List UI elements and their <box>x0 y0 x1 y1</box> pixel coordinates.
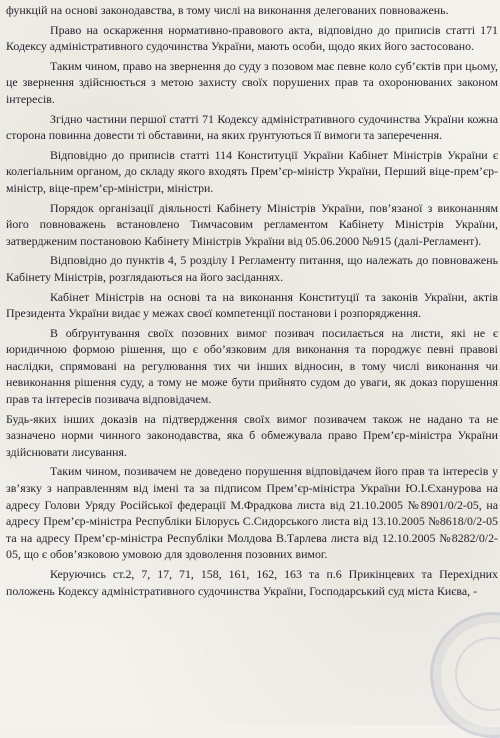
paragraph-3: Таким чином, право на звернення до суду з позовом має певне коло суб’єктів при цьому, це звернення здійснюється з метою захисту своїх порушених прав та охоронюваних законом інтересів. <box>6 58 498 106</box>
paragraph-4: Згідно частини першої статті 71 Кодексу адміністративного судочинства України кожна сторона повинна довести ті обставини, на яких ґрунтуються її вимоги та заперечення. <box>6 111 498 143</box>
paragraph-10: Будь-яких інших доказів на підтвердження своїх вимог позивачем також не надано та не зазначено норми чинного законодавства, яка б обмежувала право Прем’єр-міністра України здійснювати лисування. <box>6 411 498 459</box>
paragraph-2: Право на оскарження нормативно-правового акта, відповідно до приписів статті 171 Кодексу адміністративного судочинства України, мають особи, щодо яких його застосовано. <box>6 22 498 54</box>
paragraph-8: Кабінет Міністрів на основі та на виконання Конституції та законів України, актів Президента України видає у межах своєї компетенції постанови і розпорядження. <box>6 289 498 321</box>
paragraph-7: Відповідно до пунктів 4, 5 розділу І Регламенту питання, що належать до повноважень Кабінету Міністрів, розглядаються на його засіданнях. <box>6 253 498 284</box>
paragraph-12: Керуючись ст.2, 7, 17, 71, 158, 161, 162, 163 та п.6 Прикінцевих та Перехідних положень Кодексу адміністративного судочинства України, Господарський суд міста Києва, - <box>6 567 498 598</box>
paragraph-1: функцій на основі законодавства, в тому числі на виконання делегованих повноважень. <box>6 3 449 17</box>
paragraph-11: Таким чином, позивачем не доведено порушення відповідачем його прав та інтересів у зв’язку з направленням від імені та за підписом Прем’єр-міністра України Ю.І.Єханурова на адресу Голови Уряду Російської федерації М.Фрадкова листа від 21.10.2005 №8901/0/2-05, на адресу Прем’єр-міністра Республіки Білорусь С.Сидорського листа від 13.10.2005 №8618/0/2-05 та на адресу Прем’єр-міністра Республіки Молдова В.Тарлева листа від 12.10.2005 №8282/0/2-05, що є обов’язковою умовою для здоволення позовних вимог. <box>6 464 498 562</box>
paragraph-9: В обґрунтування своїх позовних вимог позивач посилається на листи, які не є юридичною формою рішення, що є обо’язковим для виконання та породжує певні правові наслідки, спрямовані на регулювання тих чи інших відносин, в тому числі виконання чи невиконання рішення суду, а тому не може бути прийнято судом до уваги, як доказ порушення прав та інтересів позивача відповідачем. <box>6 325 498 407</box>
paragraph-6: Порядок організації діяльності Кабінету Міністрів України, пов’язаної з виконанням його повноважень встановлено Тимчасовим регламентом Кабінету Міністрів України, затвердженим постановою Кабінету Міністрів України від 05.06.2000 №915 (далі-Регламент). <box>6 200 498 248</box>
paragraph-5: Відповідно до приписів статті 114 Конституції України Кабінет Міністрів України є колегіальним органом, до складу якого входять Прем’єр-міністр України, Перший віце-прем’єр-міністр, віце-прем’єр-міністри, міністри. <box>6 147 498 195</box>
